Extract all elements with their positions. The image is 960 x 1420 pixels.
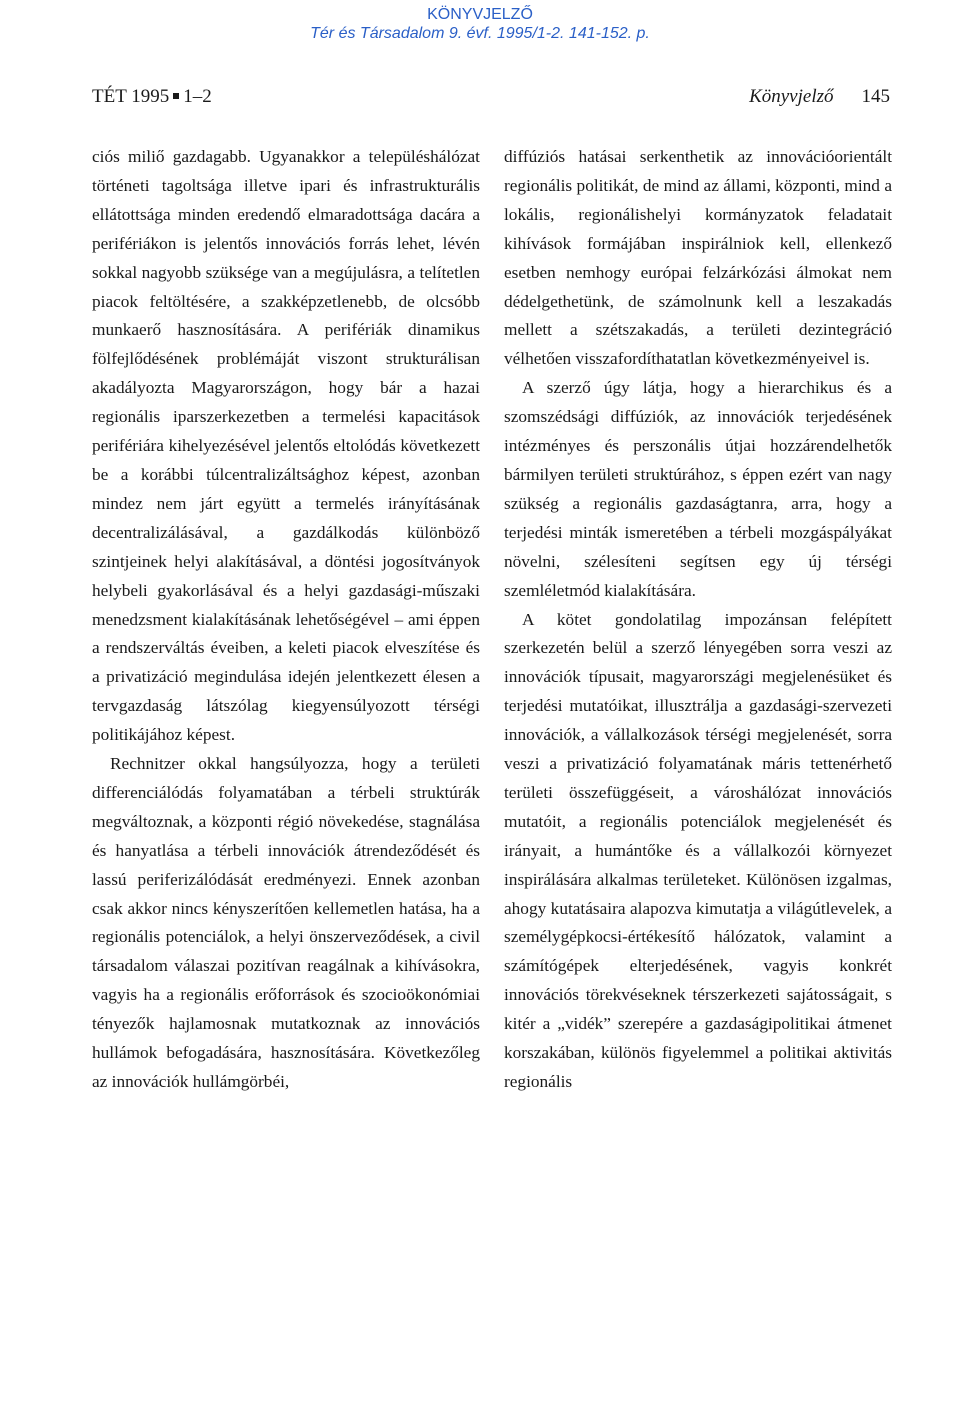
left-column [92,143,480,1097]
left-paragraph-1: ciós miliő gazdagabb. Ugyanakkor a településhálózat történeti tagoltsága illetve ipari és infrastrukturális ellátottsága minden eredendő elmaradottsága dacára a perifériákon is jelentős innovációs forrás lehet, lévén sokkal nagyobb szüksége van a megújulásra, a telítetlen piacok feltöltésére, a szakképzetlenebb, de olcsóbb munkaerő hasznosítására. A perifériák dinamikus fölfejlődésének problémáját viszont strukturálisan akadályozta Magyarországon, hogy bár a hazai regionális iparszerkezetben a termelési kapacitások perifériára kihelyezésével jelentős eltolódás következett be a korábbi túlcentralizáltsághoz képest, azonban mindez nem járt együtt a termelés irányításának decentralizálásával, a gazdálkodás különböző szintjeinek helyi alakításával, a döntési jogosítványok helybeli gyakorlásával és a helyi gazdasági-műszaki menedzsment kialakításának lehetőségével – ami éppen a rendszerváltás éveiben, a keleti piacok elveszítése és a privatizáció megindulása idején jelentkezett élesen a tervgazdaság látszólag kiegyensúlyozott térségi politikájához képest. [92,147,480,745]
source-section-label: KÖNYVJELZŐ [427,6,533,23]
right-paragraph-3: A kötet gondolatilag impozánsan felépített szerkezetén belül a szerző lényegében sorra veszi az innovációk típusait, magyarországi megjelenésüket és terjedési mutatóikat, illusztrálja a gazdasági-szervezeti innovációk, a vállalkozások térségi megjelenését, sorra veszi a privatizáció folyamatának máris tettenérhető területi összefüggéseit, a városhálózat innovációs mutatóit, a regionális potenciálok megjelenését és irányait, a humántőke és a vállalkozói környezet inspirálására alkalmas területeket. Különösen izgalmas, ahogy kutatásaira alapozva kimutatja a világútlevelek, a személygépkocsi-értékesítő hálózatok, valamint a számítógépek elterjedésének, vagyis konkrét innovációs törekvéseknek térszerkezeti sajátosságait, s kitér a „vidék” szerepére a gazdaságipolitikai átmenet korszakában, különös figyelemmel a politikai aktivitás regionális [504,609,892,1091]
right-column [504,143,892,1097]
running-head-journal-group [92,86,212,108]
page-number: 145 [861,86,890,107]
right-paragraph-1: diffúziós hatásai serkenthetik az innovációorientált regionális politikát, de mind az állami, központi, mind a lokális, regionálishelyi kormányzatok feladatait kihívások formájában inspirálniok kell, ellenkező esetben nemhogy európai felzárkózási álmokat nem dédelgethetünk, de számolnunk kell a leszakadás mellett a szétszakadás, a területi dezintegráció vélhetően visszafordíthatatlan következményeivel is. [504,147,892,369]
source-citation: Tér és Társadalom 9. évf. 1995/1-2. 141-152. p. [310,25,650,42]
journal-name: TÉT 1995 [92,86,170,107]
journal-issue: 1–2 [183,86,212,107]
running-head [92,86,890,110]
running-head-section-group [749,86,890,108]
right-paragraph-2: A szerző úgy látja, hogy a hierarchikus és a szomszédsági diffúziók, az innovációk terjedésének intézményes és perszonális útjai hozzárendelhetők bármilyen területi struktúrához, s éppen ezért van nagy szükség a regionális gazdaságtanra, arra, hogy a terjedési minták ismeretében a térbeli mozgáspályákat növelni, szélesíteni segítsen egy új térségi szemléletmód kialakítására. [504,378,892,600]
left-paragraph-2: Rechnitzer okkal hangsúlyozza, hogy a területi differenciálódás folyamatában a térbeli struktúrák megváltoznak, a központi régió növekedése, stagnálása és hanyatlása a térbeli innovációk átrendeződését és lassú periferizálódását eredményezi. Ennek azonban csak akkor nincs kényszerítően kellemetlen hatása, ha a regionális potenciálok, a helyi önszerveződések, a civil társadalom válaszai pozitívan reagálnak a kihívásokra, vagyis ha a regionális erőforrások és szocioökonómiai tényezők hajlamosnak mutatkoznak az innovációs hullámok befogadására, hasznosítására. Következőleg az innovációk hullámgörbéi, [92,754,480,1091]
bullet-icon [173,93,179,99]
section-title: Könyvjelző [749,86,834,107]
